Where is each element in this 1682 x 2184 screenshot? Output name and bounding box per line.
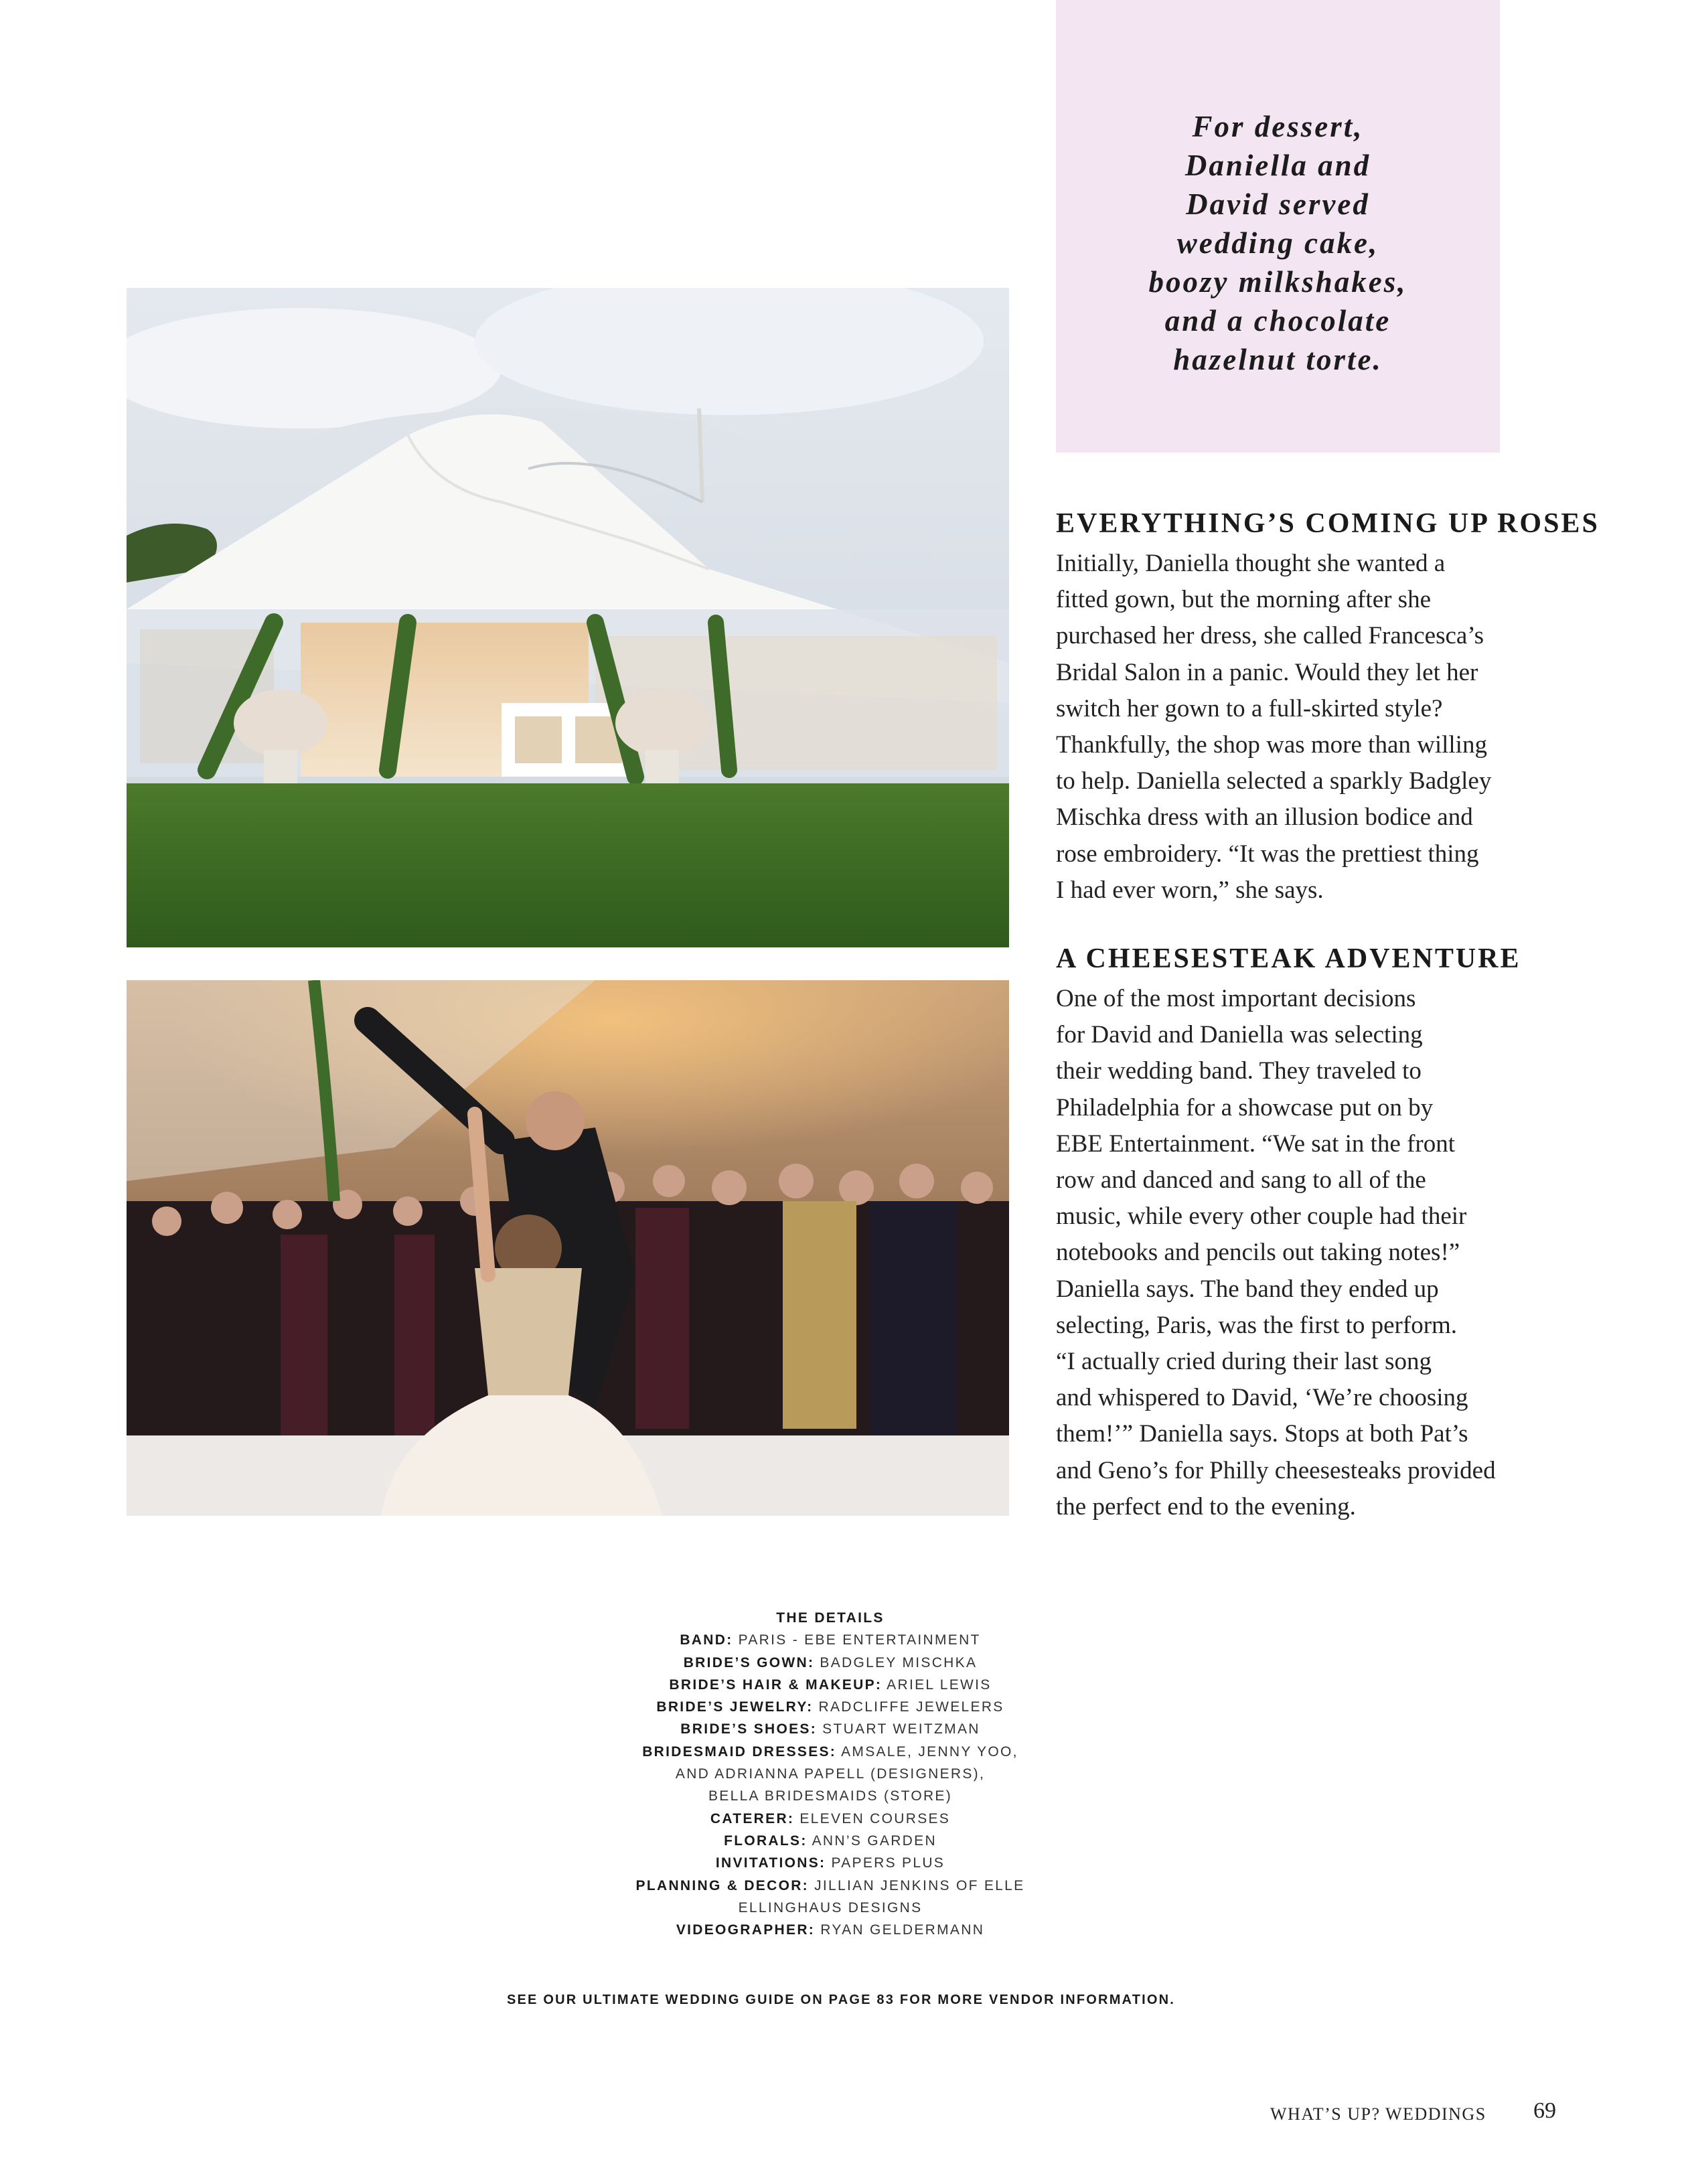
details-value: JILLIAN JENKINS OF ELLE: [814, 1877, 1025, 1893]
pull-quote-box: [1056, 0, 1500, 453]
section-heading: EVERYTHING’S COMING UP ROSES: [1056, 508, 1600, 539]
details-row: [562, 1897, 1098, 1919]
details-label: PLANNING & DECOR:: [635, 1877, 809, 1893]
details-value: ELLINGHAUS DESIGNS: [738, 1899, 923, 1916]
pull-quote-line: hazelnut torte.: [1173, 343, 1383, 376]
body-line: I had ever worn,” she says.: [1056, 876, 1324, 904]
details-row: [562, 1808, 1098, 1830]
details-value: RADCLIFFE JEWELERS: [818, 1699, 1004, 1715]
details-value: ELEVEN COURSES: [799, 1810, 951, 1826]
body-line: EBE Entertainment. “We sat in the front: [1056, 1129, 1456, 1158]
details-row: [562, 1875, 1098, 1897]
body-line: One of the most important decisions: [1056, 985, 1416, 1012]
details-label: BRIDE’S HAIR & MAKEUP:: [669, 1676, 883, 1693]
body-line: fitted gown, but the morning after she: [1056, 586, 1432, 614]
body-line: Initially, Daniella thought she wanted a: [1056, 550, 1446, 577]
details-label: BRIDE’S GOWN:: [683, 1654, 815, 1670]
section-heading: A CHEESESTEAK ADVENTURE: [1056, 943, 1521, 974]
tent-photo-illustration: [127, 288, 1009, 947]
body-line: the perfect end to the evening.: [1056, 1492, 1356, 1520]
pull-quote-line: boozy milkshakes,: [1148, 265, 1407, 299]
details-value: AMSALE, JENNY YOO,: [841, 1743, 1018, 1760]
details-value: ANN’S GARDEN: [812, 1832, 937, 1849]
details-label: BAND:: [680, 1632, 733, 1648]
details-label: BRIDE’S JEWELRY:: [656, 1699, 814, 1715]
body-line: Mischka dress with an illusion bodice and: [1056, 803, 1473, 832]
details-row: [562, 1763, 1098, 1785]
details-row: [562, 1652, 1098, 1674]
body-line: their wedding band. They traveled to: [1056, 1057, 1422, 1085]
details-value: PAPERS PLUS: [831, 1855, 945, 1871]
details-value: AND ADRIANNA PAPELL (DESIGNERS),: [675, 1766, 986, 1782]
pull-quote-line: David served: [1186, 187, 1370, 221]
body-line: and Geno’s for Philly cheesesteaks provided: [1056, 1456, 1496, 1484]
body-line: rose embroidery. “It was the prettiest thing: [1056, 840, 1479, 868]
details-value: PARIS - EBE ENTERTAINMENT: [738, 1632, 981, 1648]
pull-quote-text: [1056, 107, 1500, 379]
pull-quote-line: and a chocolate: [1164, 304, 1391, 337]
body-line: purchased her dress, she called Francesca’s: [1056, 622, 1484, 650]
page-number: 69: [1533, 2098, 1556, 2123]
body-line: “I actually cried during their last song: [1056, 1348, 1432, 1376]
body-line: row and danced and sang to all of the: [1056, 1166, 1426, 1194]
details-label: FLORALS:: [724, 1832, 808, 1849]
details-label: BRIDE’S SHOES:: [680, 1721, 818, 1737]
details-row: [562, 1718, 1098, 1740]
body-line: Bridal Salon in a panic. Would they let her: [1056, 658, 1478, 686]
section-body: [1056, 981, 1525, 1525]
details-label: BRIDESMAID DRESSES:: [642, 1743, 837, 1760]
tent-photo: [127, 288, 1009, 947]
section-body: [1056, 546, 1525, 909]
body-line: notebooks and pencils out taking notes!”: [1056, 1239, 1460, 1267]
body-line: and whispered to David, ‘We’re choosing: [1056, 1384, 1468, 1412]
details-credits: [562, 1607, 1098, 1941]
details-label: INVITATIONS:: [715, 1855, 826, 1871]
publication-name: WHAT’S UP? WEDDINGS: [1270, 2104, 1486, 2124]
details-value: BELLA BRIDESMAIDS (STORE): [708, 1788, 953, 1804]
details-value: ARIEL LEWIS: [887, 1676, 992, 1693]
details-value: STUART WEITZMAN: [822, 1721, 980, 1737]
details-row: [562, 1696, 1098, 1718]
details-row: [562, 1629, 1098, 1651]
pull-quote-line: For dessert,: [1192, 110, 1364, 143]
first-dance-photo: [127, 980, 1009, 1516]
pull-quote-line: wedding cake,: [1176, 226, 1379, 260]
details-title: THE DETAILS: [776, 1610, 885, 1626]
body-line: Thankfully, the shop was more than willing: [1056, 731, 1487, 759]
details-value: BADGLEY MISCHKA: [820, 1654, 978, 1670]
details-label: CATERER:: [710, 1810, 795, 1826]
body-line: switch her gown to a full-skirted style?: [1056, 694, 1443, 722]
body-line: them!’” Daniella says. Stops at both Pat’s: [1056, 1420, 1468, 1448]
pull-quote-line: Daniella and: [1184, 149, 1371, 182]
body-line: Daniella says. The band they ended up: [1056, 1275, 1439, 1303]
details-label: VIDEOGRAPHER:: [676, 1922, 816, 1938]
details-row: [562, 1674, 1098, 1696]
body-line: for David and Daniella was selecting: [1056, 1021, 1423, 1049]
body-line: music, while every other couple had their: [1056, 1202, 1467, 1231]
details-row: [562, 1741, 1098, 1763]
body-line: Philadelphia for a showcase put on by: [1056, 1093, 1434, 1121]
body-line: to help. Daniella selected a sparkly Badgley: [1056, 767, 1492, 795]
details-row: [562, 1830, 1098, 1852]
first-dance-photo-illustration: [127, 980, 1009, 1516]
body-line: selecting, Paris, was the first to perform.: [1056, 1311, 1458, 1339]
details-row: [562, 1785, 1098, 1807]
details-row: [562, 1919, 1098, 1941]
details-value: RYAN GELDERMANN: [820, 1922, 985, 1938]
vendor-guide-note: SEE OUR ULTIMATE WEDDING GUIDE ON PAGE 83 FOR MORE VENDOR INFORMATION.: [506, 1993, 1176, 2007]
details-row: [562, 1852, 1098, 1874]
